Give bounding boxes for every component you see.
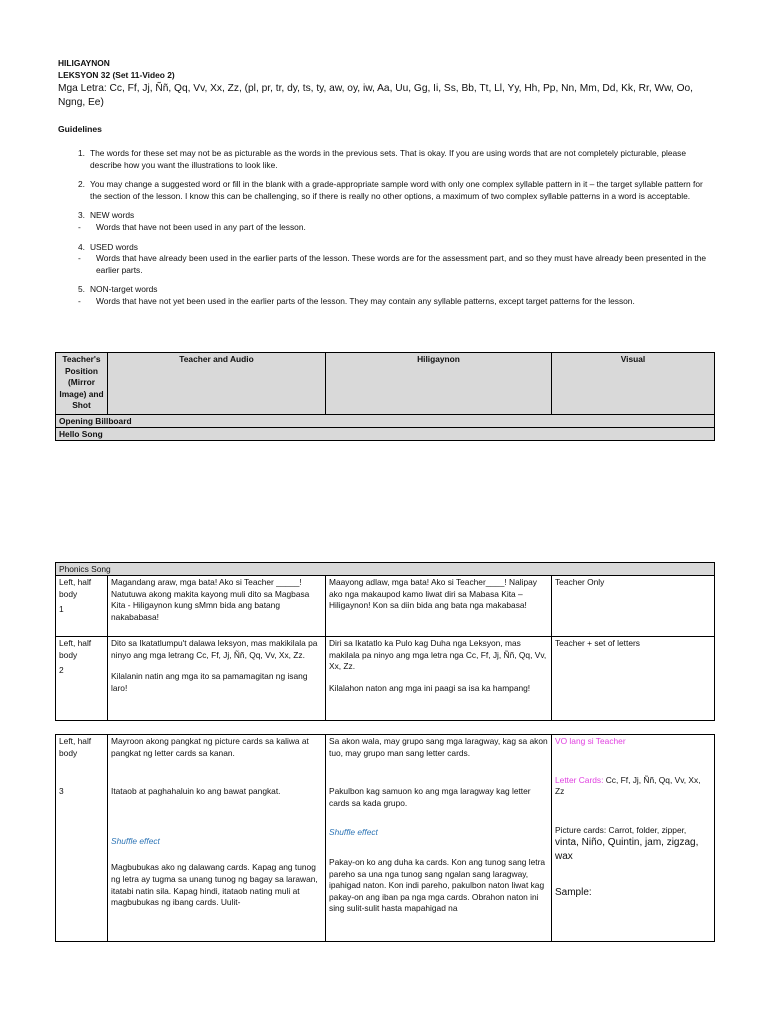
visual-cell xyxy=(552,735,715,942)
guideline-number: 5. xyxy=(78,284,85,295)
hiligaynon-cell xyxy=(326,637,552,721)
script-table-phonics xyxy=(55,562,715,721)
guideline-number: 3. xyxy=(78,210,85,221)
visual-cell: Teacher Only xyxy=(552,576,715,637)
hiligaynon-line: Pakulbon kag samuon ko ang mga laragway kag letter cards sa kada grupo. xyxy=(329,786,531,808)
position-text: Left, half body xyxy=(59,736,92,758)
guideline-subitem xyxy=(78,253,708,276)
letter-cards-label: Letter Cards: xyxy=(555,774,604,785)
teacher-audio-cell xyxy=(108,637,326,721)
guideline-number: 2. xyxy=(78,179,85,190)
column-header-teacher-audio: Teacher and Audio xyxy=(108,353,326,415)
letter-cards-line xyxy=(555,775,711,798)
table-section-row xyxy=(56,415,715,428)
guideline-text: The words for these set may not be as picturable as the words in the previous sets. That is okay. If you are using words that are not completely picturable, please describe how you want the illustrations to look like. xyxy=(90,148,687,170)
picture-cards-line xyxy=(555,825,711,864)
guideline-item xyxy=(78,179,708,202)
script-table-header xyxy=(55,352,715,441)
vo-note: VO lang si Teacher xyxy=(555,736,626,746)
guideline-subtext: Words that have not been used in any part of the lesson. xyxy=(96,221,306,232)
teacher-audio-cell xyxy=(108,735,326,942)
guideline-text: You may change a suggested word or fill in the blank with a grade-appropriate sample word with only one complex syllable pattern in it – the target syllable pattern for the section of the lesson. I know this can be challenging, so if there is really no other options, a maximum of two complex syllable patterns in a word is acceptable. xyxy=(90,179,703,201)
teacher-line: Dito sa Ikatatlumpu't dalawa leksyon, mas makikilala pa ninyo ang mga letrang Cc, Ff, Jj, Ññ, Qq, Vv, Xx, Zz. xyxy=(111,638,318,660)
table-row xyxy=(56,576,715,637)
hiligaynon-cell: Maayong adlaw, mga bata! Ako si Teacher____! Nalipay ako nga makaupod kamo liwat diri sa Mabasa Kita – Hiligaynon! Kon sa diin bida ang bata nga makabasa! xyxy=(326,576,552,637)
guideline-subitem xyxy=(78,296,708,308)
guidelines-heading: Guidelines xyxy=(58,124,102,134)
table-row xyxy=(56,637,715,721)
column-header-hiligaynon: Hiligaynon xyxy=(326,353,552,415)
table-section-row xyxy=(56,563,715,576)
position-text: Left, half body xyxy=(59,577,92,599)
guideline-number: 1. xyxy=(78,148,85,158)
row-number: 2 xyxy=(59,665,64,676)
teacher-line: Magbubukas ako ng dalawang cards. Kapag ang tunog ng letra ay tugma sa unang tunog ng bagay sa larawan, itatabi natin sila. Kapag hindi, itataob nating muli at magbubukas ng ibang cards. Uulit- xyxy=(111,862,318,908)
language-title: HILIGAYNON xyxy=(58,58,110,68)
teacher-line: Mayroon akong pangkat ng picture cards sa kaliwa at pangkat ng letter cards sa kanan. xyxy=(111,736,309,758)
dash-bullet: - xyxy=(78,221,81,232)
section-phonics-song: Phonics Song xyxy=(56,563,715,576)
guideline-text: NON-target words xyxy=(90,284,158,295)
position-text: Left, half body xyxy=(59,638,92,660)
lesson-title: LEKSYON 32 (Set 11-Video 2) xyxy=(58,70,175,81)
section-hello-song: Hello Song xyxy=(56,428,715,441)
teacher-line: Kilalanin natin ang mga ito sa pamamagitan ng isang laro! xyxy=(111,671,308,693)
guideline-text: USED words xyxy=(90,241,138,252)
row-number: 1 xyxy=(59,604,64,615)
letter-cards-value: Cc, Ff, Jj, Ññ, Qq, Vv, Xx, Zz xyxy=(555,774,701,797)
picture-cards-label: Picture cards: Carrot, folder, zipper, xyxy=(555,824,687,835)
dash-bullet: - xyxy=(78,253,81,264)
lesson-letters: Mga Letra: Cc, Ff, Jj, Ññ, Qq, Vv, Xx, Zz, (pl, pr, tr, dy, ts, ty, aw, oy, iw, Aa, Uu, Gg, Ii, Ss, Bb, Tt, Ll, Yy, Hh, Pp, Nn, Mm, Dd, Kk, Rr, Ww, Oo, Ngng, Ee) xyxy=(58,83,694,109)
hiligaynon-line: Pakay-on ko ang duha ka cards. Kon ang tunog sang letra pareho sa una nga tunog sang ngalan sang laragway, ipahigad naton. Kon indi pareho, pakulbon naton liwat kag pakay-on ang iban pa nga mga cards. Obrahon naton ini sing sulit-sulit hasta mapahigad na xyxy=(329,856,546,914)
guideline-subtext: Words that have already been used in the earlier parts of the lesson. These words are for the assessment part, and so they must have already been presented in the earlier parts. xyxy=(96,253,707,275)
guideline-subtext: Words that have not yet been used in the earlier parts of the lesson. They may contain any syllable patterns, except target patterns for the lesson. xyxy=(96,295,635,306)
visual-cell: Teacher + set of letters xyxy=(552,637,715,721)
dash-bullet: - xyxy=(78,295,81,306)
hiligaynon-line: Sa akon wala, may grupo sang mga laragway, kag sa akon tuo, may grupo man sang letter cards. xyxy=(329,736,548,758)
table-header-row xyxy=(56,353,715,415)
position-cell xyxy=(56,576,108,637)
guideline-subitem xyxy=(78,222,708,234)
column-header-position: Teacher's Position (Mirror Image) and Shot xyxy=(56,353,108,415)
shuffle-effect-note: Shuffle effect xyxy=(329,827,378,838)
sample-label: Sample: xyxy=(555,886,592,898)
script-table-game xyxy=(55,734,715,942)
document-header xyxy=(58,58,708,111)
section-opening-billboard: Opening Billboard xyxy=(56,415,715,428)
position-cell xyxy=(56,637,108,721)
shuffle-effect-note: Shuffle effect xyxy=(111,835,160,846)
guideline-number: 4. xyxy=(78,241,85,252)
hiligaynon-line: Kilalahon naton ang mga ini paagi sa isa ka hampang! xyxy=(329,682,531,693)
table-section-row xyxy=(56,428,715,441)
guideline-item xyxy=(78,242,708,277)
guideline-item xyxy=(78,284,708,307)
picture-cards-value: vinta, Niño, Quintin, jam, zigzag, wax xyxy=(555,837,699,863)
position-cell xyxy=(56,735,108,942)
guideline-item xyxy=(78,210,708,233)
guidelines-list xyxy=(78,148,708,316)
guideline-item xyxy=(78,148,708,171)
teacher-line: Itataob at paghahaluin ko ang bawat pangkat. xyxy=(111,786,281,797)
hiligaynon-line: Diri sa Ikatatlo ka Pulo kag Duha nga Leksyon, mas makilala pa ninyo ang mga letra nga Cc, Ff, Jj, Ññ, Qq, Vv, Xx, Zz. xyxy=(329,638,547,672)
row-number: 3 xyxy=(59,786,64,797)
hiligaynon-cell xyxy=(326,735,552,942)
table-row xyxy=(56,735,715,942)
guideline-text: NEW words xyxy=(90,210,135,221)
column-header-visual: Visual xyxy=(552,353,715,415)
teacher-audio-cell: Magandang araw, mga bata! Ako si Teacher _____! Natutuwa akong makita kayong muli dito sa Magbasa Kita - Hiligaynon kung sMmn bida ang batang nakababasa! xyxy=(108,576,326,637)
